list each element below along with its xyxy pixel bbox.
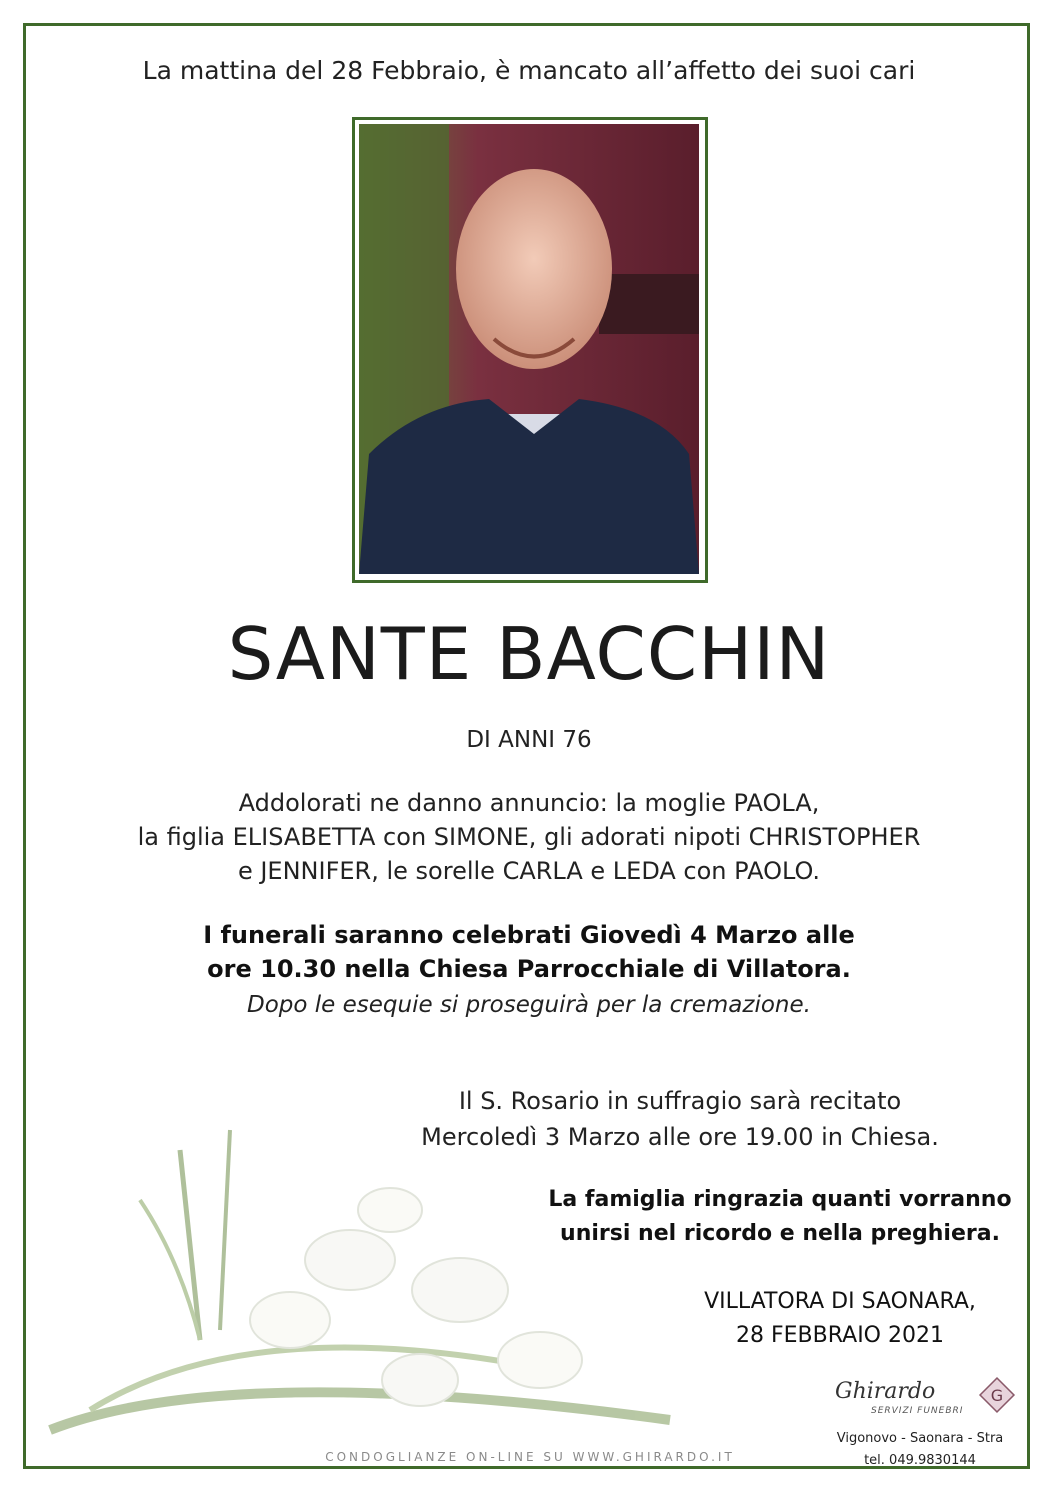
thanks-line: La famiglia ringrazia quanti vorranno — [548, 1187, 1012, 1212]
ghirardo-logo — [835, 1375, 1025, 1435]
deceased-age: DI ANNI 76 — [466, 727, 592, 753]
cremation-note: Dopo le esequie si proseguirà per la cremazione. — [247, 992, 811, 1018]
condolences-footer: CONDOGLIANZE ON-LINE SU WWW.GHIRARDO.IT — [325, 1450, 735, 1464]
logo-mark-letter: G — [990, 1386, 1004, 1405]
headline: La mattina del 28 Febbraio, è mancato all’affetto dei suoi cari — [142, 56, 916, 85]
family-thanks — [500, 1183, 1058, 1251]
place-line: VILLATORA DI SAONARA, — [704, 1289, 976, 1314]
rosary-details — [320, 1083, 1040, 1155]
rosary-line: Mercoledì 3 Marzo alle ore 19.00 in Chiesa. — [421, 1123, 939, 1151]
contact-locations: Vigonovo - Saonara - Stra — [836, 1431, 1004, 1446]
logo-subtitle: SERVIZI FUNEBRI — [871, 1406, 964, 1416]
date-line: 28 FEBBRAIO 2021 — [736, 1323, 944, 1348]
contact-phone: tel. 049.9830144 — [864, 1453, 976, 1468]
portrait-image — [359, 124, 699, 574]
announcement-line: e JENNIFER, le sorelle CARLA e LEDA con PAOLO. — [237, 857, 821, 885]
logo-name: Ghirardo — [835, 1379, 936, 1404]
place-and-date — [660, 1285, 1020, 1353]
diamond-logo-icon — [977, 1375, 1017, 1415]
announcement-line: la figlia ELISABETTA con SIMONE, gli adorati nipoti CHRISTOPHER — [137, 823, 921, 851]
portrait-photo — [352, 117, 708, 583]
lily-flowers-decoration — [30, 1110, 690, 1450]
funeral-details — [0, 918, 1058, 986]
flower-icon — [30, 1110, 690, 1450]
deceased-name: SANTE BACCHIN — [227, 612, 831, 696]
funeral-line: ore 10.30 nella Chiesa Parrocchiale di Villatora. — [207, 955, 851, 983]
announcement-text — [0, 786, 1058, 888]
rosary-line: Il S. Rosario in suffragio sarà recitato — [458, 1087, 902, 1115]
thanks-line: unirsi nel ricordo e nella preghiera. — [560, 1221, 1000, 1246]
funeral-line: I funerali saranno celebrati Giovedì 4 Marzo alle — [203, 921, 855, 949]
announcement-line: Addolorati ne danno annuncio: la moglie PAOLA, — [238, 789, 820, 817]
